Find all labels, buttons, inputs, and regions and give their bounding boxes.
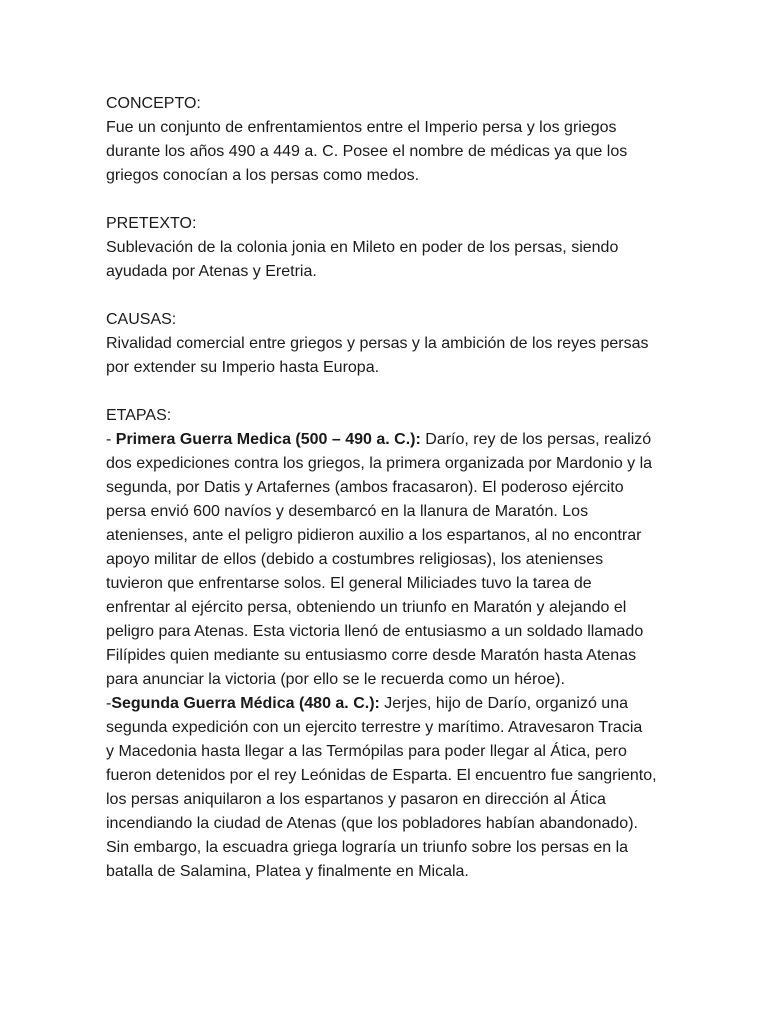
primera-guerra-line: tuvieron que enfrentarse solos. El general Miliciades tuvo la tarea de: [106, 575, 592, 592]
pretexto-line: ayudada por Atenas y Eretria.: [106, 263, 317, 280]
primera-guerra-line: segunda, por Datis y Artafernes (ambos fracasaron). El poderoso ejército: [106, 479, 624, 496]
paragraph-spacer: [106, 380, 686, 404]
segunda-guerra-line: los persas aniquilaron a los espartanos y pasaron en dirección al Ática: [106, 791, 606, 808]
primera-guerra-title: Primera Guerra Medica (500 – 490 a. C.):: [115, 431, 421, 448]
segunda-guerra-line: incendiando la ciudad de Atenas (que los pobladores habían abandonado).: [106, 815, 638, 832]
primera-guerra-line: peligro para Atenas. Esta victoria llenó de entusiasmo a un soldado llamado: [106, 623, 644, 640]
document-body: [106, 92, 686, 884]
causas-heading: CAUSAS:: [106, 311, 177, 328]
primera-guerra-first-line: [106, 428, 686, 452]
paragraph-spacer: [106, 188, 686, 212]
segunda-guerra-first-line: [106, 692, 686, 716]
causas-line: por extender su Imperio hasta Europa.: [106, 359, 380, 376]
primera-guerra-text: Darío, rey de los persas, realizó: [420, 431, 652, 448]
segunda-guerra-line: fueron detenidos por el rey Leónidas de Esparta. El encuentro fue sangriento,: [106, 767, 657, 784]
concepto-line: durante los años 490 a 449 a. C. Posee el nombre de médicas ya que los: [106, 143, 628, 160]
primera-guerra-line: atenienses, ante el peligro pidieron auxilio a los espartanos, al no encontrar: [106, 527, 642, 544]
segunda-guerra-line: batalla de Salamina, Platea y finalmente en Micala.: [106, 863, 469, 880]
etapas-heading: ETAPAS:: [106, 407, 172, 424]
segunda-guerra-line: segunda expedición con un ejercito terrestre y marítimo. Atravesaron Tracia: [106, 719, 643, 736]
primera-guerra-line: persa envió 600 navíos y desembarcó en la llanura de Maratón. Los: [106, 503, 589, 520]
primera-guerra-line: apoyo militar de ellos (debido a costumbres religiosas), los atenienses: [106, 551, 604, 568]
primera-guerra-line: dos expediciones contra los griegos, la primera organizada por Mardonio y la: [106, 455, 653, 472]
primera-guerra-line: enfrentar al ejército persa, obteniendo un triunfo en Maratón y alejando el: [106, 599, 627, 616]
segunda-guerra-line: Sin embargo, la escuadra griega lograría un triunfo sobre los persas en la: [106, 839, 629, 856]
causas-line: Rivalidad comercial entre griegos y persas y la ambición de los reyes persas: [106, 335, 649, 352]
concepto-heading: CONCEPTO:: [106, 95, 201, 112]
segunda-guerra-line: y Macedonia hasta llegar a las Termópilas para poder llegar al Ática, pero: [106, 743, 627, 760]
concepto-line: griegos conocían a los persas como medos.: [106, 167, 420, 184]
pretexto-line: Sublevación de la colonia jonia en Mileto en poder de los persas, siendo: [106, 239, 619, 256]
paragraph-spacer: [106, 284, 686, 308]
primera-guerra-line: para anunciar la victoria (por ello se le recuerda como un héroe).: [106, 671, 565, 688]
segunda-guerra-text: Jerjes, hijo de Darío, organizó una: [379, 695, 628, 712]
pretexto-heading: PRETEXTO:: [106, 215, 197, 232]
list-dash: -: [106, 431, 116, 448]
primera-guerra-line: Filípides quien mediante su entusiasmo corre desde Maratón hasta Atenas: [106, 647, 637, 664]
list-dash: -: [106, 695, 112, 712]
segunda-guerra-title: Segunda Guerra Médica (480 a. C.):: [111, 695, 380, 712]
concepto-line: Fue un conjunto de enfrentamientos entre el Imperio persa y los griegos: [106, 119, 617, 136]
